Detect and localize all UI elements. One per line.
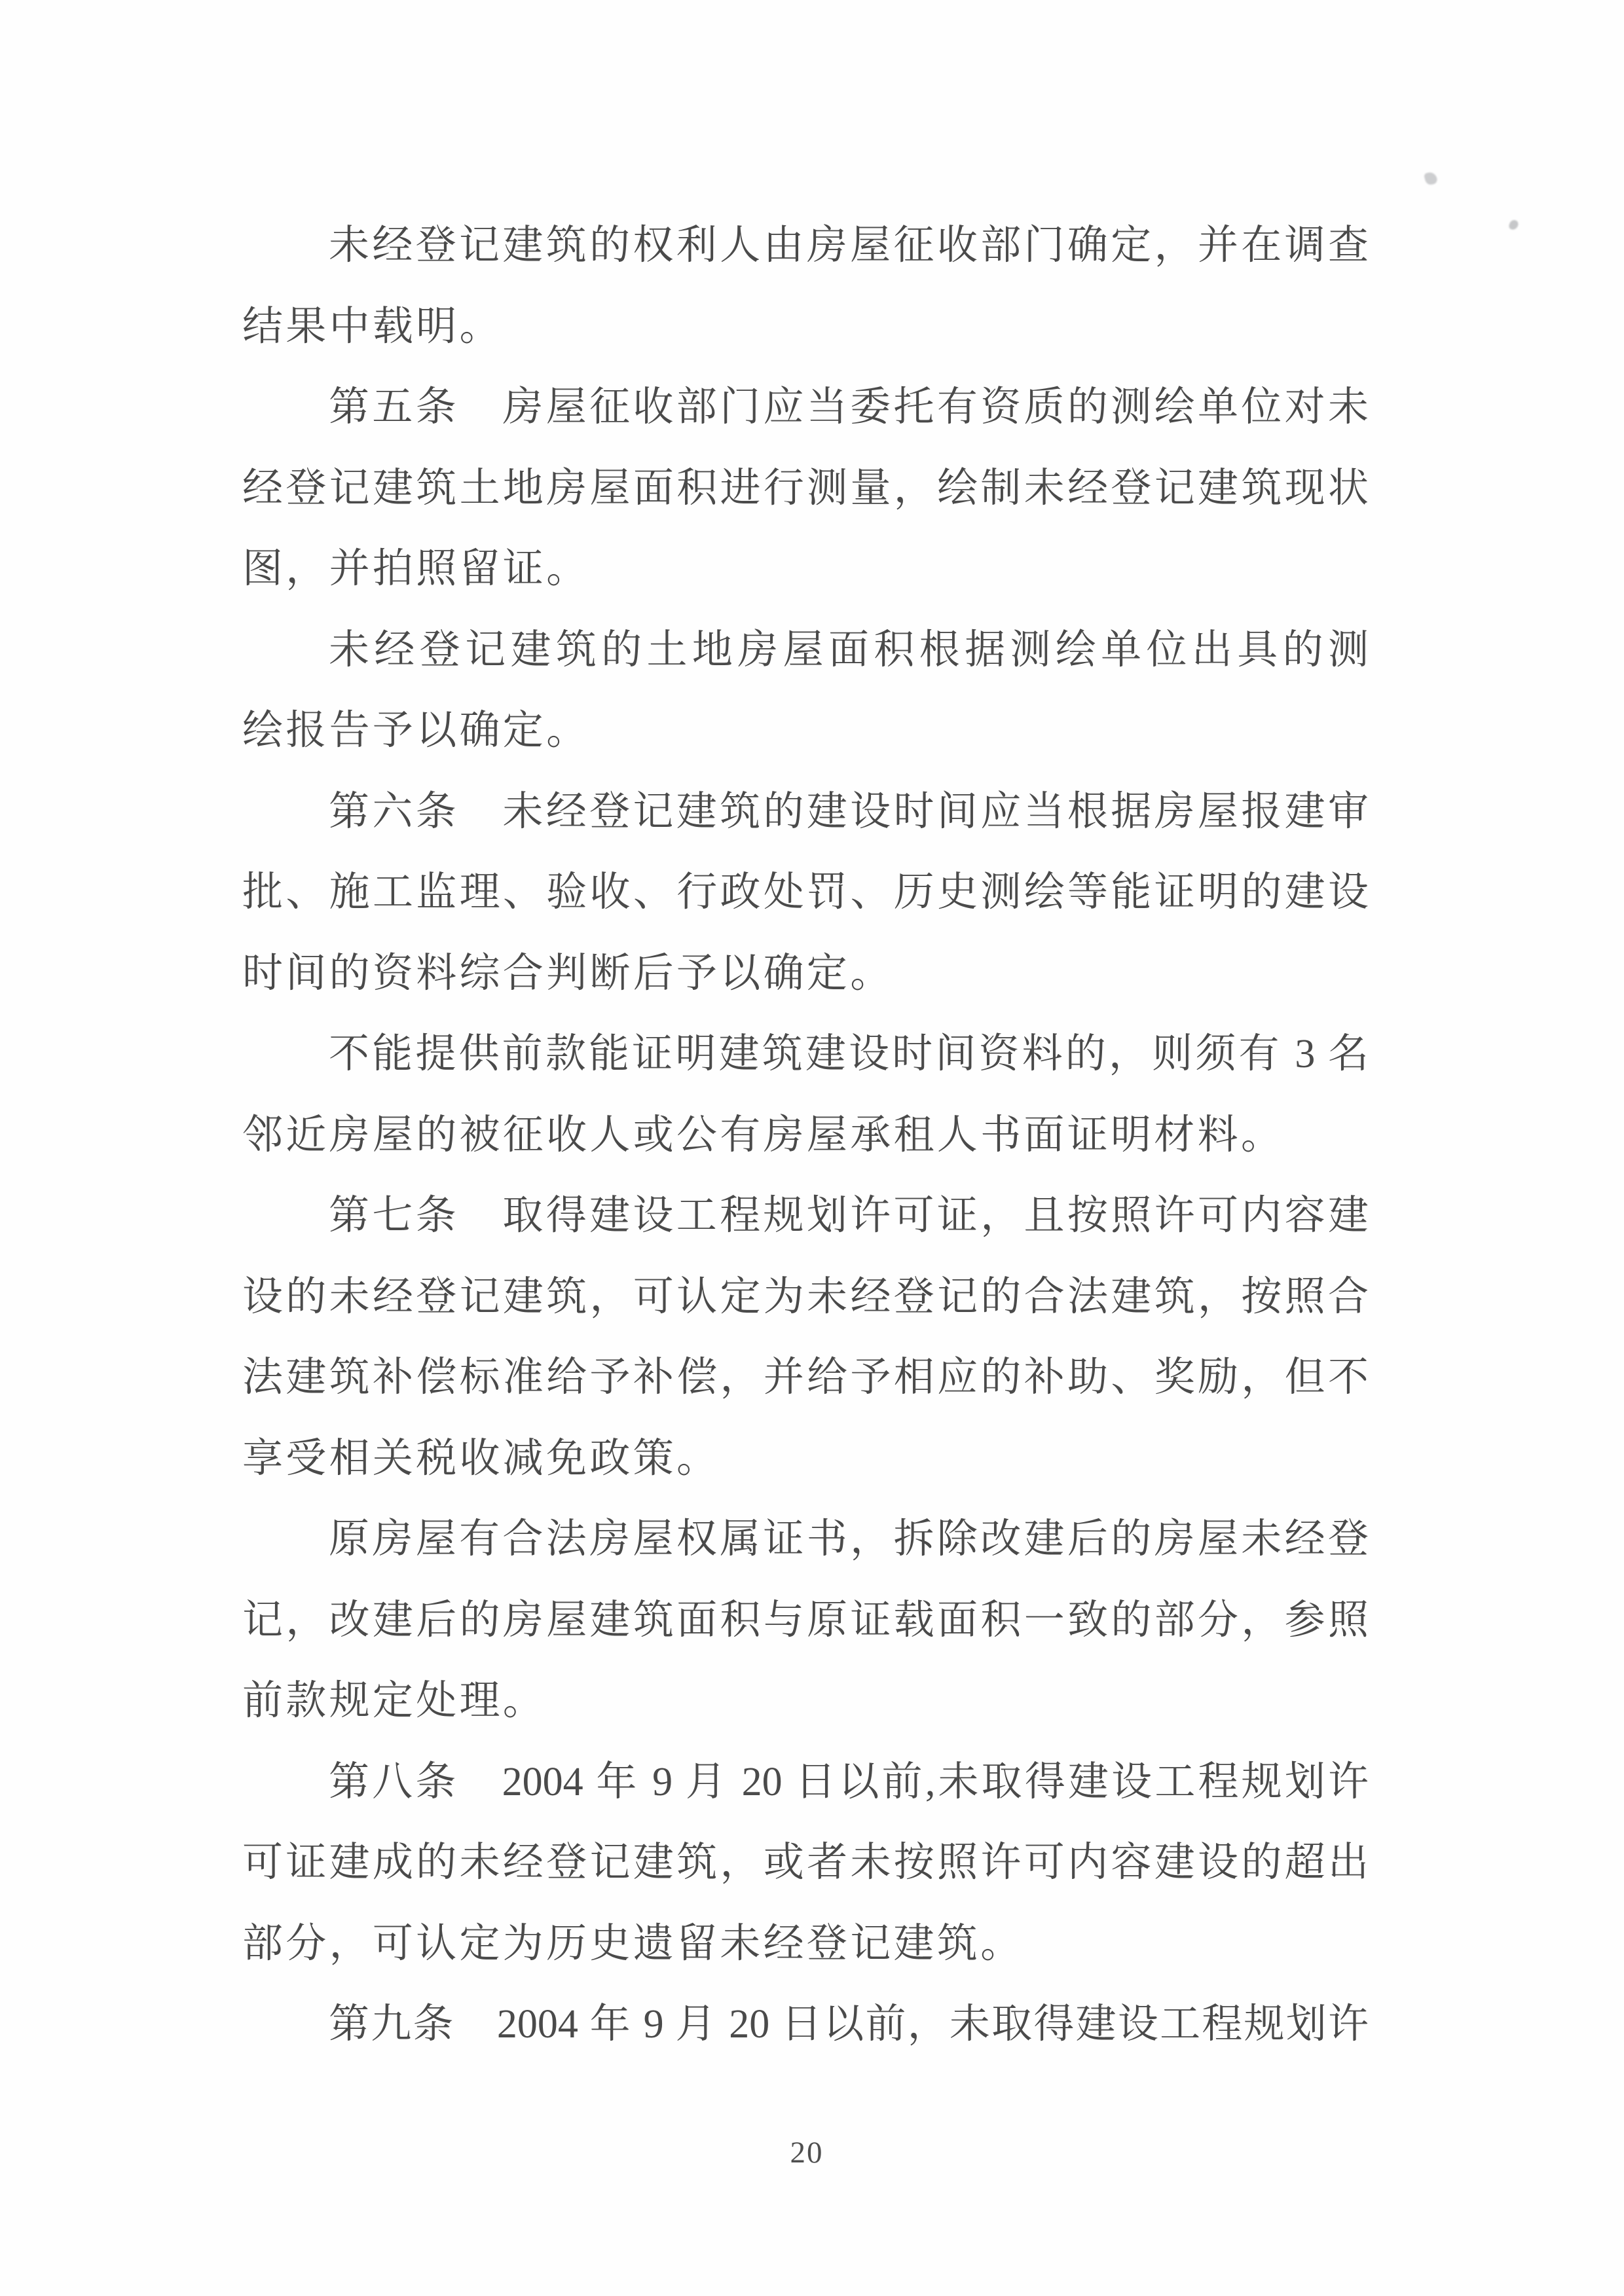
text-line: 结果中载明。 [242, 304, 503, 349]
text-line-article-5: 第五条 房屋征收部门应当委托有资质的测绘单位对未 [329, 385, 1369, 429]
text-line: 可证建成的未经登记建筑，或者未按照许可内容建设的超出 [242, 1840, 1369, 1885]
text-line: 未经登记建筑的土地房屋面积根据测绘单位出具的测 [329, 627, 1369, 672]
text-line: 时间的资料综合判断后予以确定。 [242, 951, 894, 996]
text-line: 图，并拍照留证。 [242, 547, 590, 591]
text-line: 邻近房屋的被征收人或公有房屋承租人书面证明材料。 [242, 1112, 1285, 1157]
text-line: 法建筑补偿标准给予补偿，并给予相应的补助、奖励，但不 [242, 1355, 1369, 1400]
text-line-article-9: 第九条 2004 年 9 月 20 日以前，未取得建设工程规划许 [329, 2002, 1369, 2047]
text-line: 绘报告予以确定。 [242, 708, 590, 753]
document-body [242, 206, 1369, 2066]
text-line: 记，改建后的房屋建筑面积与原证载面积一致的部分，参照 [242, 1597, 1369, 1643]
text-line: 原房屋有合法房屋权属证书，拆除改建后的房屋未经登 [329, 1517, 1369, 1561]
text-line: 不能提供前款能证明建筑建设时间资料的，则须有 3 名 [329, 1032, 1369, 1076]
text-line: 享受相关税收减免政策。 [242, 1436, 720, 1481]
text-line: 经登记建筑土地房屋面积进行测量，绘制未经登记建筑现状 [242, 465, 1369, 511]
text-line-article-6: 第六条 未经登记建筑的建设时间应当根据房屋报建审 [329, 789, 1369, 834]
text-line: 未经登记建筑的权利人由房屋征收部门确定，并在调查 [329, 223, 1369, 268]
scan-speck [1508, 219, 1519, 231]
scan-speck [1424, 171, 1438, 186]
text-line: 批、施工监理、验收、行政处罚、历史测绘等能证明的建设 [242, 870, 1369, 915]
text-line: 前款规定处理。 [242, 1679, 547, 1723]
text-line: 部分，可认定为历史遗留未经登记建筑。 [242, 1921, 1024, 1966]
text-line: 设的未经登记建筑，可认定为未经登记的合法建筑，按照合 [242, 1274, 1369, 1319]
text-line-article-8: 第八条 2004 年 9 月 20 日以前,未取得建设工程规划许 [329, 1759, 1369, 1804]
text-line-article-7: 第七条 取得建设工程规划许可证，且按照许可内容建 [329, 1194, 1369, 1238]
page-number: 20 [790, 2136, 824, 2170]
